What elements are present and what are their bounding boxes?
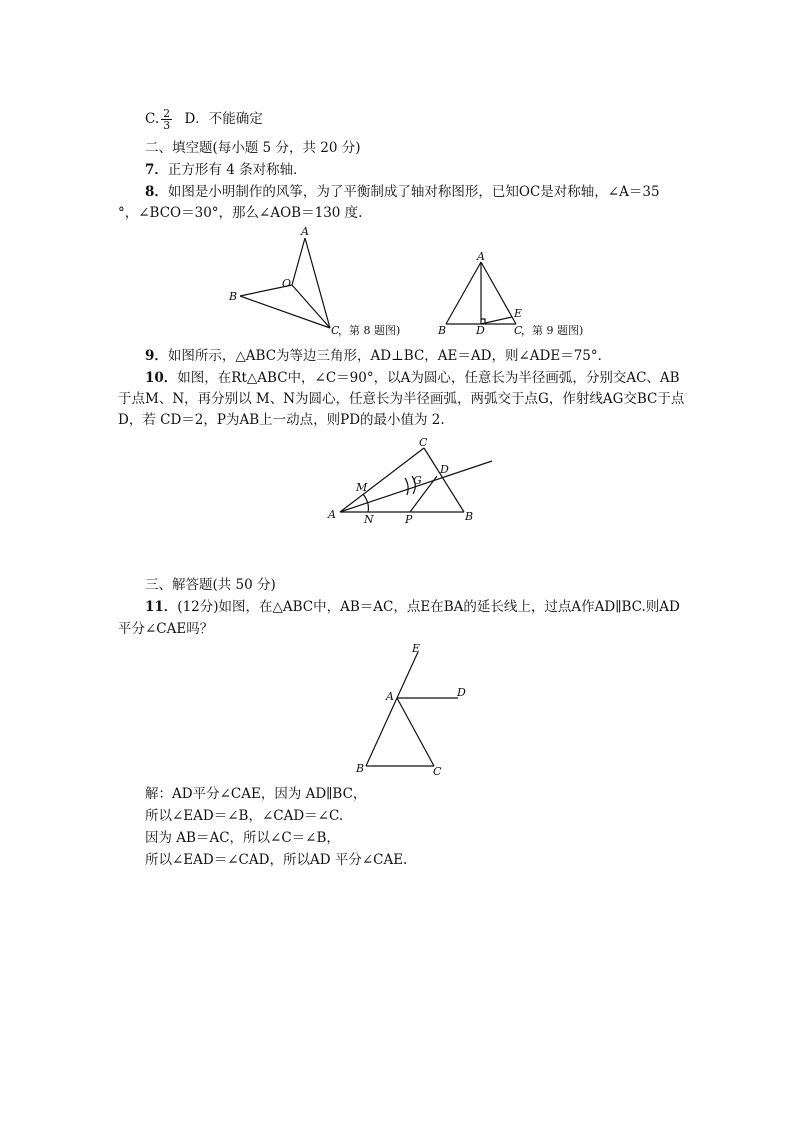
label-b: B (229, 290, 238, 303)
label-n: N (364, 513, 374, 526)
figure-8-caption: ，第 8 题图) (338, 324, 401, 337)
option-d: D．不能确定 (184, 111, 263, 127)
label-o: O (282, 277, 292, 290)
question-8-number: 8． (145, 184, 168, 200)
label-a: A (386, 690, 394, 703)
label-a: A (328, 508, 336, 521)
solution-line-2: 所以∠EAD＝∠B，∠CAD＝∠C. (145, 808, 344, 824)
label-a: A (301, 225, 309, 238)
label-c: C (433, 765, 442, 778)
fraction-numerator: 2 (163, 107, 171, 120)
question-11-text-1: (12分)如图，在△ABC中，AB＝AC，点E在BA的延长线上，过点A作AD∥BC.则AD (177, 599, 680, 615)
figure-9-caption: ，第 9 题图) (521, 324, 584, 337)
label-p: P (405, 513, 413, 526)
question-8-text-1: 如图是小明制作的风筝，为了平衡制成了轴对称图形，已知OC是对称轴，∠A＝35 (167, 184, 660, 200)
label-e: E (514, 307, 523, 320)
question-10-text-1: 如图，在Rt△ABC中，∠C＝90°，以A为圆心，任意长为半径画弧，分别交AC、AB (177, 370, 680, 386)
section-3-heading: 三、解答题(共 50 分) (145, 577, 276, 593)
solution-line-4: 所以∠EAD＝∠CAD，所以AD 平分∠CAE. (145, 852, 408, 868)
label-e: E (412, 642, 421, 655)
ray-ae (397, 652, 418, 698)
label-c: C (514, 324, 523, 337)
question-11-number: 11． (145, 599, 178, 615)
label-m: M (356, 481, 368, 494)
fraction-denominator: 3 (163, 119, 171, 132)
question-10-line-3: D，若 CD＝2，P为AB上一动点，则PD的最小值为 2. (118, 412, 445, 428)
label-g: G (413, 474, 422, 487)
question-11-line-2: 平分∠CAE吗？ (118, 621, 214, 637)
section-2-heading: 二、填空题(每小题 5 分，共 20 分) (145, 140, 361, 156)
solution-line-1: 解：AD平分∠CAE，因为 AD∥BC， (145, 786, 367, 802)
question-7-number: 7． (145, 162, 168, 178)
label-b: B (465, 510, 474, 523)
label-b: B (356, 762, 365, 775)
label-d: D (440, 463, 449, 476)
label-d: D (457, 686, 466, 699)
label-a: A (477, 250, 485, 263)
segment-ac (397, 698, 434, 766)
solution-line-3: 因为 AB＝AC，所以∠C＝∠B， (145, 830, 340, 846)
label-b: B (438, 324, 447, 337)
question-9-text: 如图所示，△ABC为等边三角形，AD⊥BC，AE＝AD，则∠ADE＝75°． (167, 348, 612, 364)
segment-ab (366, 698, 397, 766)
question-9-number: 9． (145, 348, 168, 364)
question-7-text: 正方形有 4 条对称轴． (167, 162, 307, 178)
label-c: C (331, 324, 340, 337)
question-10-number: 10． (145, 370, 178, 386)
question-8-line-2: °，∠BCO＝30°，那么∠AOB＝130 度. (118, 205, 363, 221)
label-d: D (476, 324, 485, 337)
option-c-prefix: C. (145, 111, 160, 127)
label-c: C (419, 436, 428, 449)
question-10-line-2: 于点M、N，再分别以 M、N为圆心，任意长为半径画弧，两弧交于点G，作射线AG交BC于点 (118, 391, 685, 407)
